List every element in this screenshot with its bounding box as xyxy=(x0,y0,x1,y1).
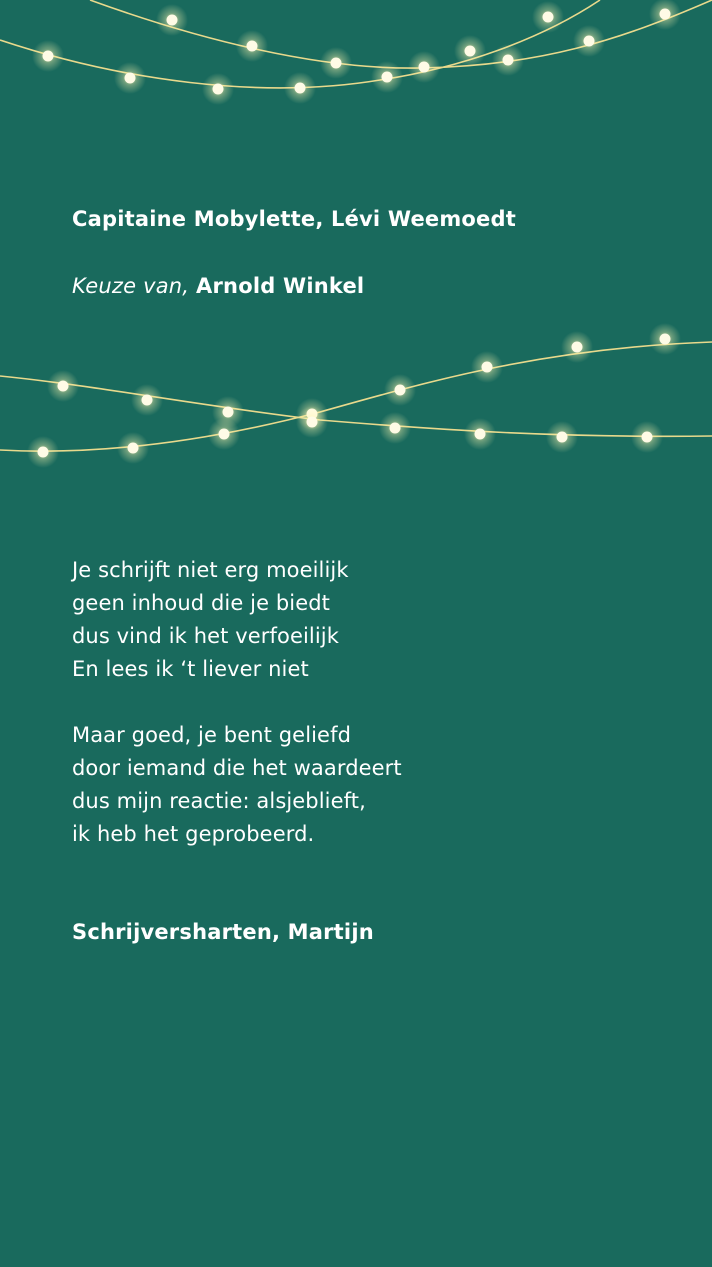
light-bulb-icon xyxy=(475,429,486,440)
light-bulb-icon xyxy=(390,423,401,434)
light-bulb-icon xyxy=(584,36,595,47)
light-bulb-icon xyxy=(465,46,476,57)
light-bulb-icon xyxy=(38,447,49,458)
light-glow-icon xyxy=(202,73,234,105)
source-credit: Schrijversharten, Martijn xyxy=(72,920,374,944)
poem-line: Je schrijft niet erg moeilijk xyxy=(72,558,349,582)
light-bulb-icon xyxy=(543,12,554,23)
light-glow-icon xyxy=(156,4,188,36)
chosen-by-line xyxy=(72,272,364,300)
light-glow-icon xyxy=(296,398,328,430)
light-glow-icon xyxy=(284,72,316,104)
light-bulb-icon xyxy=(213,84,224,95)
light-glow-icon xyxy=(32,40,64,72)
light-glow-icon xyxy=(561,331,593,363)
poem-line: dus mijn reactie: alsjeblieft, xyxy=(72,789,366,813)
light-glow-icon xyxy=(47,370,79,402)
light-bulb-icon xyxy=(503,55,514,66)
light-glow-icon xyxy=(471,351,503,383)
light-glow-icon xyxy=(379,412,411,444)
string-lights-top-icon xyxy=(0,0,712,120)
light-glow-icon xyxy=(649,0,681,30)
chosen-by-prefix: Keuze van, xyxy=(72,274,190,298)
light-glow-icon xyxy=(212,396,244,428)
light-bulb-icon xyxy=(419,62,430,73)
light-glow-icon xyxy=(649,323,681,355)
light-bulb-icon xyxy=(125,73,136,84)
light-glow-icon xyxy=(408,51,440,83)
light-glow-icon xyxy=(631,421,663,453)
light-glow-icon xyxy=(371,61,403,93)
light-bulb-icon xyxy=(43,51,54,62)
light-bulb-icon xyxy=(572,342,583,353)
poem-line: geen inhoud die je biedt xyxy=(72,591,331,615)
poem-stanza xyxy=(72,719,402,851)
light-glow-icon xyxy=(384,374,416,406)
poem-line: ik heb het geprobeerd. xyxy=(72,822,315,846)
light-bulb-icon xyxy=(219,429,230,440)
light-glow-icon xyxy=(546,421,578,453)
light-glow-icon xyxy=(27,436,59,468)
string-lights-middle-icon xyxy=(0,320,712,470)
light-glow-icon xyxy=(131,384,163,416)
light-glow-icon xyxy=(208,418,240,450)
light-bulb-icon xyxy=(307,417,318,428)
light-bulb-icon xyxy=(660,9,671,20)
light-bulb-icon xyxy=(382,72,393,83)
light-bulb-icon xyxy=(128,443,139,454)
light-glow-icon xyxy=(117,432,149,464)
poem-line: door iemand die het waardeert xyxy=(72,756,402,780)
light-bulb-icon xyxy=(331,58,342,69)
light-glow-icon xyxy=(114,62,146,94)
poem-line: dus vind ik het verfoeilijk xyxy=(72,624,339,648)
light-bulb-icon xyxy=(167,15,178,26)
poem-title: Capitaine Mobylette, Lévi Weemoedt xyxy=(72,207,516,231)
light-glow-icon xyxy=(573,25,605,57)
light-glow-icon xyxy=(492,44,524,76)
chosen-by-name: Arnold Winkel xyxy=(196,274,365,298)
light-glow-icon xyxy=(236,30,268,62)
light-bulb-icon xyxy=(223,407,234,418)
light-glow-icon xyxy=(532,1,564,33)
light-bulb-icon xyxy=(660,334,671,345)
poem-line: En lees ik ‘t liever niet xyxy=(72,657,309,681)
light-bulb-icon xyxy=(142,395,153,406)
light-bulb-icon xyxy=(58,381,69,392)
light-bulb-icon xyxy=(395,385,406,396)
light-bulb-icon xyxy=(307,409,318,420)
light-glow-icon xyxy=(320,47,352,79)
light-bulb-icon xyxy=(482,362,493,373)
light-bulb-icon xyxy=(642,432,653,443)
light-bulb-icon xyxy=(247,41,258,52)
poem-line: Maar goed, je bent geliefd xyxy=(72,723,352,747)
light-bulb-icon xyxy=(557,432,568,443)
light-glow-icon xyxy=(296,406,328,438)
light-glow-icon xyxy=(464,418,496,450)
light-bulb-icon xyxy=(295,83,306,94)
poem-stanza xyxy=(72,554,349,686)
light-glow-icon xyxy=(454,35,486,67)
